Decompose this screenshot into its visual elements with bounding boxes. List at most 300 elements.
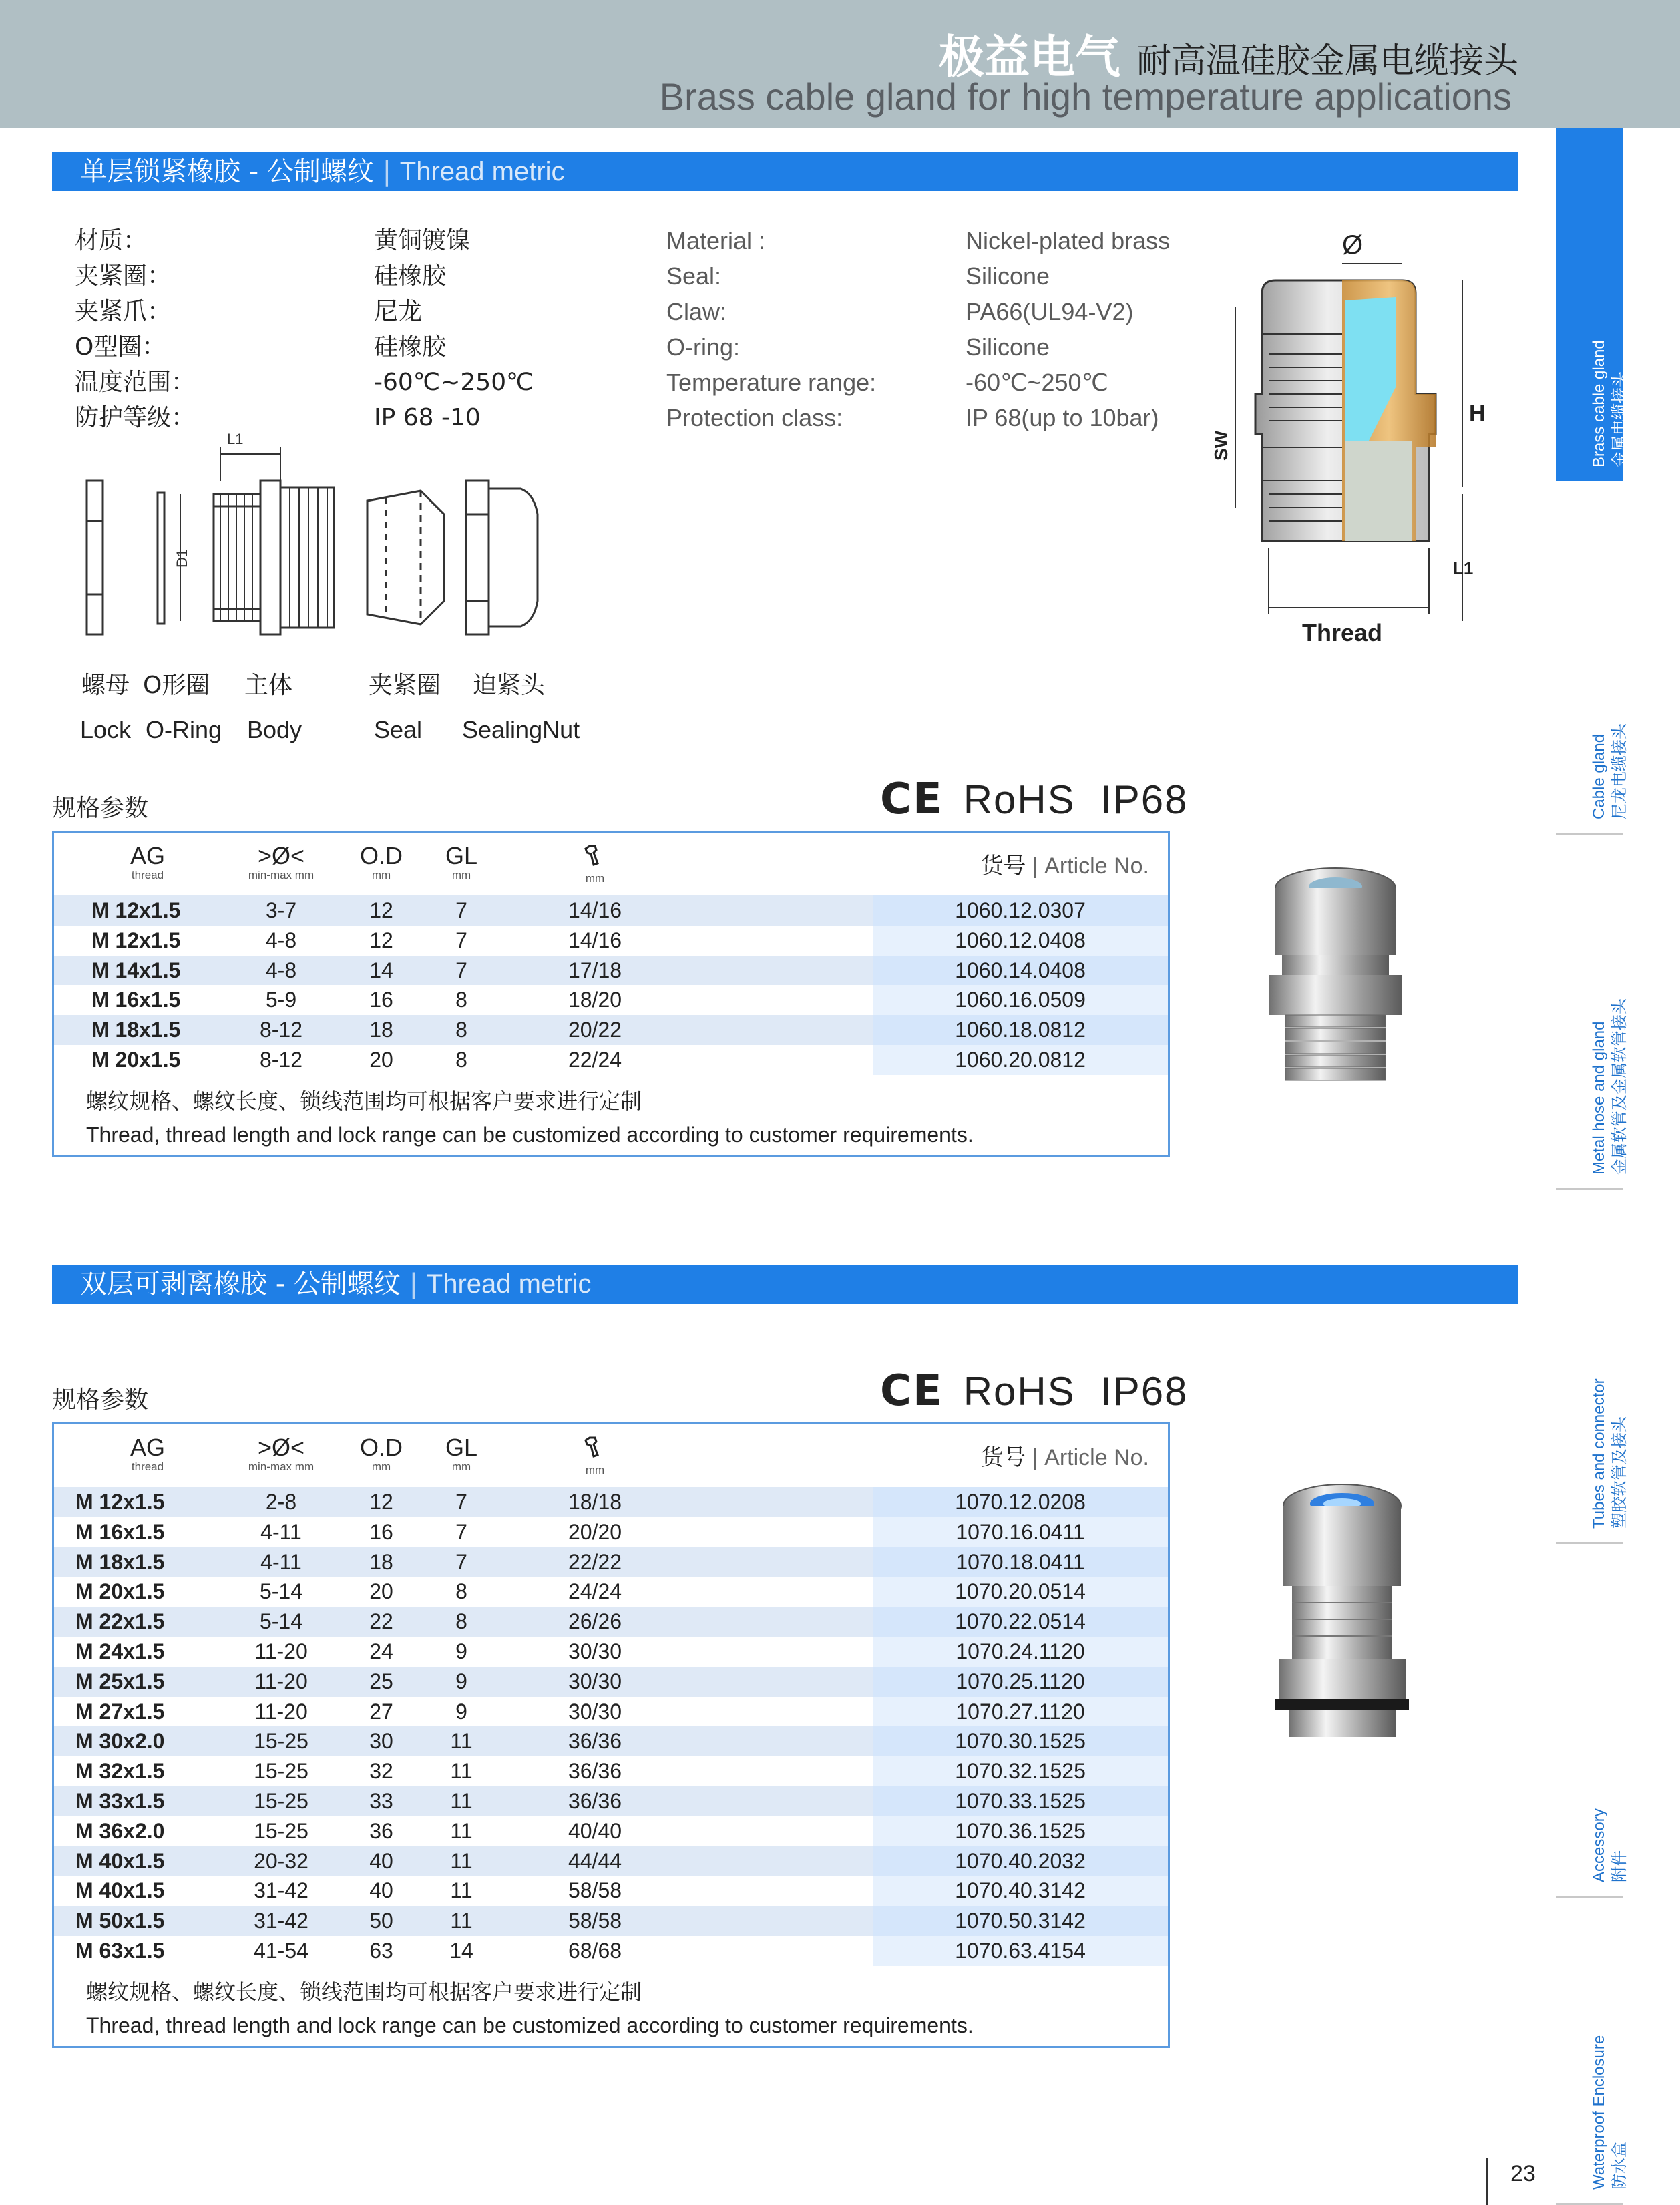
cell-od: 18 xyxy=(369,1549,393,1574)
cell-ag: M 40x1.5 xyxy=(75,1878,165,1903)
section-title-en: Thread metric xyxy=(426,1269,592,1299)
cell-wrench: 20/22 xyxy=(568,1018,622,1042)
sidebar-label-en: Brass cable gland xyxy=(1590,340,1608,467)
body-shape xyxy=(214,481,334,634)
cell-ag: M 16x1.5 xyxy=(75,1519,165,1544)
cell-gl: 14 xyxy=(449,1938,473,1963)
cell-od: 40 xyxy=(369,1848,393,1873)
sidebar-label-en: Accessory xyxy=(1590,1808,1608,1882)
table-row xyxy=(54,1517,1168,1547)
cell-ag: M 20x1.5 xyxy=(75,1579,165,1604)
header-unit: thread xyxy=(131,1460,164,1473)
cell-wrench: 17/18 xyxy=(568,958,622,982)
o-ring-shape xyxy=(158,493,164,624)
ce-mark: CE xyxy=(880,775,943,824)
sidebar-label-cn: 附件 xyxy=(1610,1850,1629,1882)
cell-clamp-range: 4-8 xyxy=(265,958,297,982)
article-header-cn: 货号 xyxy=(980,853,1026,879)
cell-clamp-range: 15-25 xyxy=(254,1729,308,1754)
sw-label: SW xyxy=(1211,430,1231,461)
table-row xyxy=(54,895,1168,926)
wrench-icon xyxy=(562,1435,628,1464)
table-row xyxy=(54,1726,1168,1756)
table-row xyxy=(54,1876,1168,1906)
header-unit: mm xyxy=(585,872,605,885)
spec-value: 黄铜镀镍 xyxy=(374,227,471,254)
spec-label: 温度范围： xyxy=(75,369,196,396)
cell-article-no: 1070.50.3142 xyxy=(873,1906,1168,1936)
header-title-en: Brass cable gland for high temperature applications xyxy=(659,75,1512,118)
seal-shape xyxy=(367,491,444,624)
ce-mark: CE xyxy=(880,1366,943,1416)
cell-gl: 8 xyxy=(455,1579,467,1604)
section-title-cn: 单层锁紧橡胶 - 公制螺纹 xyxy=(80,156,374,187)
cell-ag: M 22x1.5 xyxy=(75,1609,165,1634)
page-number: 23 xyxy=(1510,2161,1536,2186)
col-ag-header xyxy=(101,843,194,882)
spec-labels-en xyxy=(666,223,876,435)
cell-article-no: 1070.18.0411 xyxy=(873,1547,1168,1577)
cell-clamp-range: 5-14 xyxy=(259,1579,303,1604)
cell-wrench: 14/16 xyxy=(568,928,622,952)
cell-article-no: 1070.20.0514 xyxy=(873,1577,1168,1607)
cell-clamp-range: 2-8 xyxy=(265,1490,297,1514)
cell-clamp-range: 11-20 xyxy=(254,1699,308,1724)
header-label: >Ø< xyxy=(257,1434,305,1461)
header-label: AG xyxy=(130,1434,165,1461)
cell-gl: 11 xyxy=(450,1818,473,1843)
cell-gl: 9 xyxy=(455,1699,467,1724)
spec-value: Silicone xyxy=(966,262,1050,290)
cell-wrench: 30/30 xyxy=(568,1639,622,1663)
cell-od: 12 xyxy=(369,1490,393,1514)
cell-article-no: 1070.25.1120 xyxy=(873,1667,1168,1697)
spec-label: Claw: xyxy=(666,298,727,325)
article-header-sep: | xyxy=(1026,1445,1045,1470)
customization-note-cn: 螺纹规格、螺纹长度、锁线范围均可根据客户要求进行定制 xyxy=(86,1979,642,2005)
spec-label: Material : xyxy=(666,227,766,254)
cell-wrench: 18/20 xyxy=(568,988,622,1012)
col-gl-header xyxy=(428,843,495,882)
header-unit: min-max mm xyxy=(248,869,314,881)
table-row xyxy=(54,1015,1168,1045)
cell-article-no: 1070.22.0514 xyxy=(873,1607,1168,1637)
cell-wrench: 24/24 xyxy=(568,1579,622,1604)
part-label-body-cn: 主体 xyxy=(244,672,293,699)
article-header xyxy=(980,1439,1149,1472)
cell-wrench: 40/40 xyxy=(568,1818,622,1843)
sidebar-item-6[interactable] xyxy=(1556,1898,1629,2205)
section-bar-single-layer xyxy=(52,152,1518,191)
table-row xyxy=(54,1906,1168,1936)
cell-wrench: 22/22 xyxy=(568,1549,622,1574)
cell-od: 50 xyxy=(369,1909,393,1933)
cell-wrench: 26/26 xyxy=(568,1609,622,1634)
cell-article-no: 1070.32.1525 xyxy=(873,1756,1168,1786)
cell-gl: 11 xyxy=(450,1909,473,1933)
cell-ag: M 63x1.5 xyxy=(75,1938,165,1963)
cell-article-no: 1070.16.0411 xyxy=(873,1517,1168,1547)
cell-article-no: 1060.16.0509 xyxy=(873,985,1168,1015)
cell-ag: M 12x1.5 xyxy=(91,898,181,922)
part-label-sealingnut-cn: 迫紧头 xyxy=(473,672,546,699)
header-label: >Ø< xyxy=(257,842,305,869)
header-unit: thread xyxy=(131,869,164,881)
table-row xyxy=(54,985,1168,1015)
cell-od: 12 xyxy=(369,928,393,952)
cell-ag: M 36x2.0 xyxy=(75,1818,165,1843)
cell-clamp-range: 11-20 xyxy=(254,1669,308,1693)
product-photo-single xyxy=(1255,861,1416,1095)
cell-clamp-range: 5-14 xyxy=(259,1609,303,1634)
spec-table-1 xyxy=(52,831,1170,1157)
article-header-en: Article No. xyxy=(1044,853,1149,879)
table-row xyxy=(54,926,1168,956)
part-label-body-en: Body xyxy=(247,716,302,743)
cell-wrench: 18/18 xyxy=(568,1490,622,1514)
spec-label: O-ring: xyxy=(666,333,741,361)
cell-gl: 7 xyxy=(455,1519,467,1544)
sidebar-item-4[interactable] xyxy=(1556,1190,1629,1544)
l1-dimension-label: L1 xyxy=(227,431,244,447)
cell-ag: M 50x1.5 xyxy=(75,1909,165,1933)
sidebar-label-en: Waterproof Enclosure xyxy=(1590,2035,1608,2190)
sidebar-item-label xyxy=(1589,723,1629,819)
part-label-oring-cn: O形圈 xyxy=(143,672,210,699)
cell-article-no: 1070.12.0208 xyxy=(873,1487,1168,1517)
spec-value: -60℃~250℃ xyxy=(374,369,534,396)
sidebar-label-cn: 塑胶软管及接头 xyxy=(1610,1416,1629,1529)
table-row xyxy=(54,1667,1168,1697)
sidebar-item-label xyxy=(1589,340,1629,467)
cell-od: 25 xyxy=(369,1669,393,1693)
category-sidebar xyxy=(1556,128,1629,2205)
cell-wrench: 68/68 xyxy=(568,1938,622,1963)
article-header-en: Article No. xyxy=(1044,1445,1149,1470)
spec-label: 夹紧爪： xyxy=(75,298,172,325)
header-unit: mm xyxy=(451,869,471,881)
cell-od: 12 xyxy=(369,898,393,922)
cell-wrench: 36/36 xyxy=(568,1729,622,1754)
cell-gl: 7 xyxy=(455,928,467,952)
cell-gl: 8 xyxy=(455,1047,467,1072)
cell-wrench: 30/30 xyxy=(568,1699,622,1724)
sealing-nut-shape xyxy=(466,481,538,634)
article-header-sep: | xyxy=(1026,853,1045,879)
cell-article-no: 1070.63.4154 xyxy=(873,1936,1168,1966)
cell-gl: 7 xyxy=(455,898,467,922)
section-separator: | xyxy=(382,156,392,187)
cell-clamp-range: 31-42 xyxy=(254,1878,308,1903)
wrench-icon xyxy=(562,843,628,872)
page-number-divider xyxy=(1486,2158,1488,2205)
table-row xyxy=(54,1786,1168,1816)
spec-labels-cn xyxy=(75,223,195,435)
cell-wrench: 44/44 xyxy=(568,1848,622,1873)
spec-values-en xyxy=(966,223,1170,435)
cell-od: 40 xyxy=(369,1878,393,1903)
header-label: AG xyxy=(130,842,165,869)
table-row xyxy=(54,1547,1168,1577)
cell-gl: 7 xyxy=(455,1490,467,1514)
cell-ag: M 27x1.5 xyxy=(75,1699,165,1724)
spec-value: Silicone xyxy=(966,333,1050,361)
brand-name: 极益电气 xyxy=(938,31,1120,84)
sidebar-label-en: Metal hose and gland xyxy=(1590,1021,1608,1175)
cell-gl: 11 xyxy=(450,1729,473,1754)
thread-label: Thread xyxy=(1302,619,1383,646)
customization-note-en: Thread, thread length and lock range can be customized according to customer requirements. xyxy=(86,2013,974,2037)
header-unit: min-max mm xyxy=(248,1460,314,1473)
cell-od: 20 xyxy=(369,1047,393,1072)
cell-article-no: 1060.20.0812 xyxy=(873,1045,1168,1075)
cell-article-no: 1060.18.0812 xyxy=(873,1015,1168,1045)
col-clamp-range-header xyxy=(221,843,341,882)
cell-ag: M 16x1.5 xyxy=(91,988,181,1012)
sidebar-item-2[interactable] xyxy=(1556,482,1629,835)
cell-clamp-range: 3-7 xyxy=(265,898,297,922)
part-label-sealingnut-en: SealingNut xyxy=(462,716,580,743)
spec-value: IP 68(up to 10bar) xyxy=(966,404,1159,431)
part-label-seal-cn: 夹紧圈 xyxy=(369,672,441,699)
rohs-ip-label: RoHS IP68 xyxy=(963,777,1189,822)
spec-value: 硅橡胶 xyxy=(374,333,447,361)
cell-ag: M 40x1.5 xyxy=(75,1848,165,1873)
customization-note-en: Thread, thread length and lock range can be customized according to customer requirements. xyxy=(86,1122,974,1147)
article-header-cn: 货号 xyxy=(980,1444,1026,1471)
sidebar-item-5[interactable] xyxy=(1556,1544,1629,1898)
cross-section-drawing xyxy=(1209,227,1502,654)
sidebar-label-en: Cable gland xyxy=(1590,733,1608,819)
part-label-oring-en: O-Ring xyxy=(146,716,222,743)
cell-gl: 7 xyxy=(455,958,467,982)
spec-label: 防护等级： xyxy=(75,404,196,431)
cell-ag: M 33x1.5 xyxy=(75,1788,165,1813)
cell-article-no: 1070.30.1525 xyxy=(873,1726,1168,1756)
rohs-ip-label: RoHS IP68 xyxy=(963,1369,1189,1414)
spec-label: Protection class: xyxy=(666,404,843,431)
cell-wrench: 36/36 xyxy=(568,1788,622,1813)
cell-od: 16 xyxy=(369,988,393,1012)
cell-gl: 7 xyxy=(455,1549,467,1574)
sidebar-item-label xyxy=(1589,1378,1629,1529)
cell-gl: 8 xyxy=(455,1609,467,1634)
header-label: O.D xyxy=(359,842,403,869)
sidebar-label-cn: 尼龙电缆接头 xyxy=(1610,723,1629,819)
col-od-header xyxy=(348,843,415,882)
cell-od: 20 xyxy=(369,1579,393,1604)
part-label-lock-cn: 螺母 xyxy=(81,672,130,699)
table-body xyxy=(54,895,1168,1075)
table-header xyxy=(54,833,1168,895)
cell-wrench: 14/16 xyxy=(568,898,622,922)
spec-values-cn xyxy=(374,223,534,435)
cell-clamp-range: 41-54 xyxy=(254,1938,308,1963)
cell-wrench: 58/58 xyxy=(568,1878,622,1903)
sidebar-item-3[interactable] xyxy=(1556,835,1629,1190)
cell-clamp-range: 8-12 xyxy=(259,1047,303,1072)
spec-value: -60℃~250℃ xyxy=(966,369,1108,396)
cell-wrench: 20/20 xyxy=(568,1519,622,1544)
cell-article-no: 1060.12.0408 xyxy=(873,926,1168,956)
cell-od: 36 xyxy=(369,1818,393,1843)
col-ag-header xyxy=(101,1435,194,1474)
certification-line-1 xyxy=(880,775,1189,824)
spec-label: 材质： xyxy=(75,227,148,254)
sidebar-label-en: Tubes and connector xyxy=(1590,1378,1608,1529)
sidebar-item-label xyxy=(1589,2035,1629,2190)
cell-ag: M 30x2.0 xyxy=(75,1729,165,1754)
cell-od: 16 xyxy=(369,1519,393,1544)
spec-label: Temperature range: xyxy=(666,369,877,396)
table-row xyxy=(54,1045,1168,1075)
params-title-2: 规格参数 xyxy=(52,1386,149,1414)
header-unit: mm xyxy=(451,1460,471,1473)
col-gl-header xyxy=(428,1435,495,1474)
h-label: H xyxy=(1469,401,1486,426)
sidebar-label-cn: 金属软管及金属软管接头 xyxy=(1610,998,1629,1175)
spec-value: Nickel-plated brass xyxy=(966,227,1171,254)
params-title-1: 规格参数 xyxy=(52,795,149,822)
cell-ag: M 25x1.5 xyxy=(75,1669,165,1693)
cell-clamp-range: 15-25 xyxy=(254,1818,308,1843)
certification-line-2 xyxy=(880,1366,1189,1416)
cell-ag: M 20x1.5 xyxy=(91,1047,181,1072)
cell-wrench: 58/58 xyxy=(568,1909,622,1933)
table-row xyxy=(54,1607,1168,1637)
table-row xyxy=(54,1936,1168,1966)
cell-wrench: 22/24 xyxy=(568,1047,622,1072)
diameter-label: Ø xyxy=(1342,230,1363,260)
page-header xyxy=(0,0,1680,128)
spec-label: 夹紧圈： xyxy=(75,262,172,290)
section-separator: | xyxy=(409,1269,419,1299)
cell-ag: M 18x1.5 xyxy=(91,1018,181,1042)
cell-wrench: 30/30 xyxy=(568,1669,622,1693)
cell-gl: 11 xyxy=(450,1759,473,1784)
cell-wrench: 36/36 xyxy=(568,1759,622,1784)
table-row xyxy=(54,1487,1168,1517)
cell-clamp-range: 4-11 xyxy=(260,1549,302,1574)
cell-article-no: 1070.24.1120 xyxy=(873,1637,1168,1667)
table-body xyxy=(54,1487,1168,1966)
cell-gl: 8 xyxy=(455,1018,467,1042)
cell-od: 30 xyxy=(369,1729,393,1754)
cell-article-no: 1070.40.3142 xyxy=(873,1876,1168,1906)
article-header xyxy=(980,847,1149,880)
cell-gl: 11 xyxy=(450,1788,473,1813)
cell-od: 14 xyxy=(369,958,393,982)
cell-clamp-range: 5-9 xyxy=(265,988,297,1012)
col-clamp-range-header xyxy=(221,1435,341,1474)
l1-label: L1 xyxy=(1453,558,1474,578)
spec-label: O型圈： xyxy=(75,333,166,361)
table-row xyxy=(54,1756,1168,1786)
part-label-seal-en: Seal xyxy=(374,716,423,743)
table-row xyxy=(54,1846,1168,1876)
cell-ag: M 18x1.5 xyxy=(75,1549,165,1574)
spec-value: 尼龙 xyxy=(374,298,423,325)
spec-value: 硅橡胶 xyxy=(374,262,447,290)
cell-clamp-range: 15-25 xyxy=(254,1788,308,1813)
part-label-lock-en: Lock xyxy=(80,716,132,743)
cell-od: 18 xyxy=(369,1018,393,1042)
cell-article-no: 1070.36.1525 xyxy=(873,1816,1168,1846)
table-row xyxy=(54,1697,1168,1727)
cell-od: 32 xyxy=(369,1759,393,1784)
cell-clamp-range: 11-20 xyxy=(254,1639,308,1663)
col-od-header xyxy=(348,1435,415,1474)
table-row xyxy=(54,1816,1168,1846)
cell-gl: 11 xyxy=(450,1878,473,1903)
cell-article-no: 1070.27.1120 xyxy=(873,1697,1168,1727)
cell-ag: M 32x1.5 xyxy=(75,1759,165,1784)
cell-clamp-range: 4-8 xyxy=(265,928,297,952)
cell-article-no: 1070.33.1525 xyxy=(873,1786,1168,1816)
sidebar-label-cn: 防水盒 xyxy=(1610,2142,1629,2190)
customization-note-cn: 螺纹规格、螺纹长度、锁线范围均可根据客户要求进行定制 xyxy=(86,1088,642,1114)
cell-clamp-range: 31-42 xyxy=(254,1909,308,1933)
cell-ag: M 12x1.5 xyxy=(75,1490,165,1514)
header-title-cn: 耐高温硅胶金属电缆接头 xyxy=(1136,41,1518,81)
cell-gl: 9 xyxy=(455,1639,467,1663)
table-row xyxy=(54,1637,1168,1667)
spec-table-2 xyxy=(52,1422,1170,2048)
header-unit: mm xyxy=(585,1464,605,1476)
header-label: GL xyxy=(445,1434,478,1461)
table-row xyxy=(54,956,1168,986)
product-photo-double xyxy=(1262,1476,1422,1756)
header-label: GL xyxy=(445,842,478,869)
d1-dimension-label: D1 xyxy=(174,548,190,568)
cell-od: 63 xyxy=(369,1938,393,1963)
cell-od: 33 xyxy=(369,1788,393,1813)
spec-value: PA66(UL94-V2) xyxy=(966,298,1134,325)
table-header xyxy=(54,1424,1168,1487)
header-unit: mm xyxy=(371,1460,391,1473)
cell-clamp-range: 15-25 xyxy=(254,1759,308,1784)
cell-clamp-range: 8-12 xyxy=(259,1018,303,1042)
spec-value: IP 68 -10 xyxy=(374,404,481,431)
section-bar-double-layer xyxy=(52,1265,1518,1304)
cell-article-no: 1060.12.0307 xyxy=(873,895,1168,926)
cell-clamp-range: 20-32 xyxy=(254,1848,308,1873)
header-label: O.D xyxy=(359,1434,403,1461)
sidebar-label-cn: 金属电缆接头 xyxy=(1610,371,1629,467)
exploded-parts-drawing xyxy=(67,427,574,654)
header-unit: mm xyxy=(371,869,391,881)
sidebar-item-label xyxy=(1589,1808,1629,1882)
spec-label: Seal: xyxy=(666,262,722,290)
cell-clamp-range: 4-11 xyxy=(260,1519,302,1544)
cell-gl: 8 xyxy=(455,988,467,1012)
table-row xyxy=(54,1577,1168,1607)
col-wrench-header xyxy=(562,843,628,885)
cell-ag: M 24x1.5 xyxy=(75,1639,165,1663)
cell-article-no: 1070.40.2032 xyxy=(873,1846,1168,1876)
sidebar-item-1[interactable] xyxy=(1556,128,1629,481)
cell-ag: M 14x1.5 xyxy=(91,958,181,982)
cell-ag: M 12x1.5 xyxy=(91,928,181,952)
sidebar-item-label xyxy=(1589,998,1629,1175)
cell-gl: 9 xyxy=(455,1669,467,1693)
cell-od: 27 xyxy=(369,1699,393,1724)
col-wrench-header xyxy=(562,1435,628,1477)
lock-nut-shape xyxy=(87,481,103,634)
cell-od: 24 xyxy=(369,1639,393,1663)
section-title-cn: 双层可剥离橡胶 - 公制螺纹 xyxy=(80,1269,401,1299)
cell-od: 22 xyxy=(369,1609,393,1634)
